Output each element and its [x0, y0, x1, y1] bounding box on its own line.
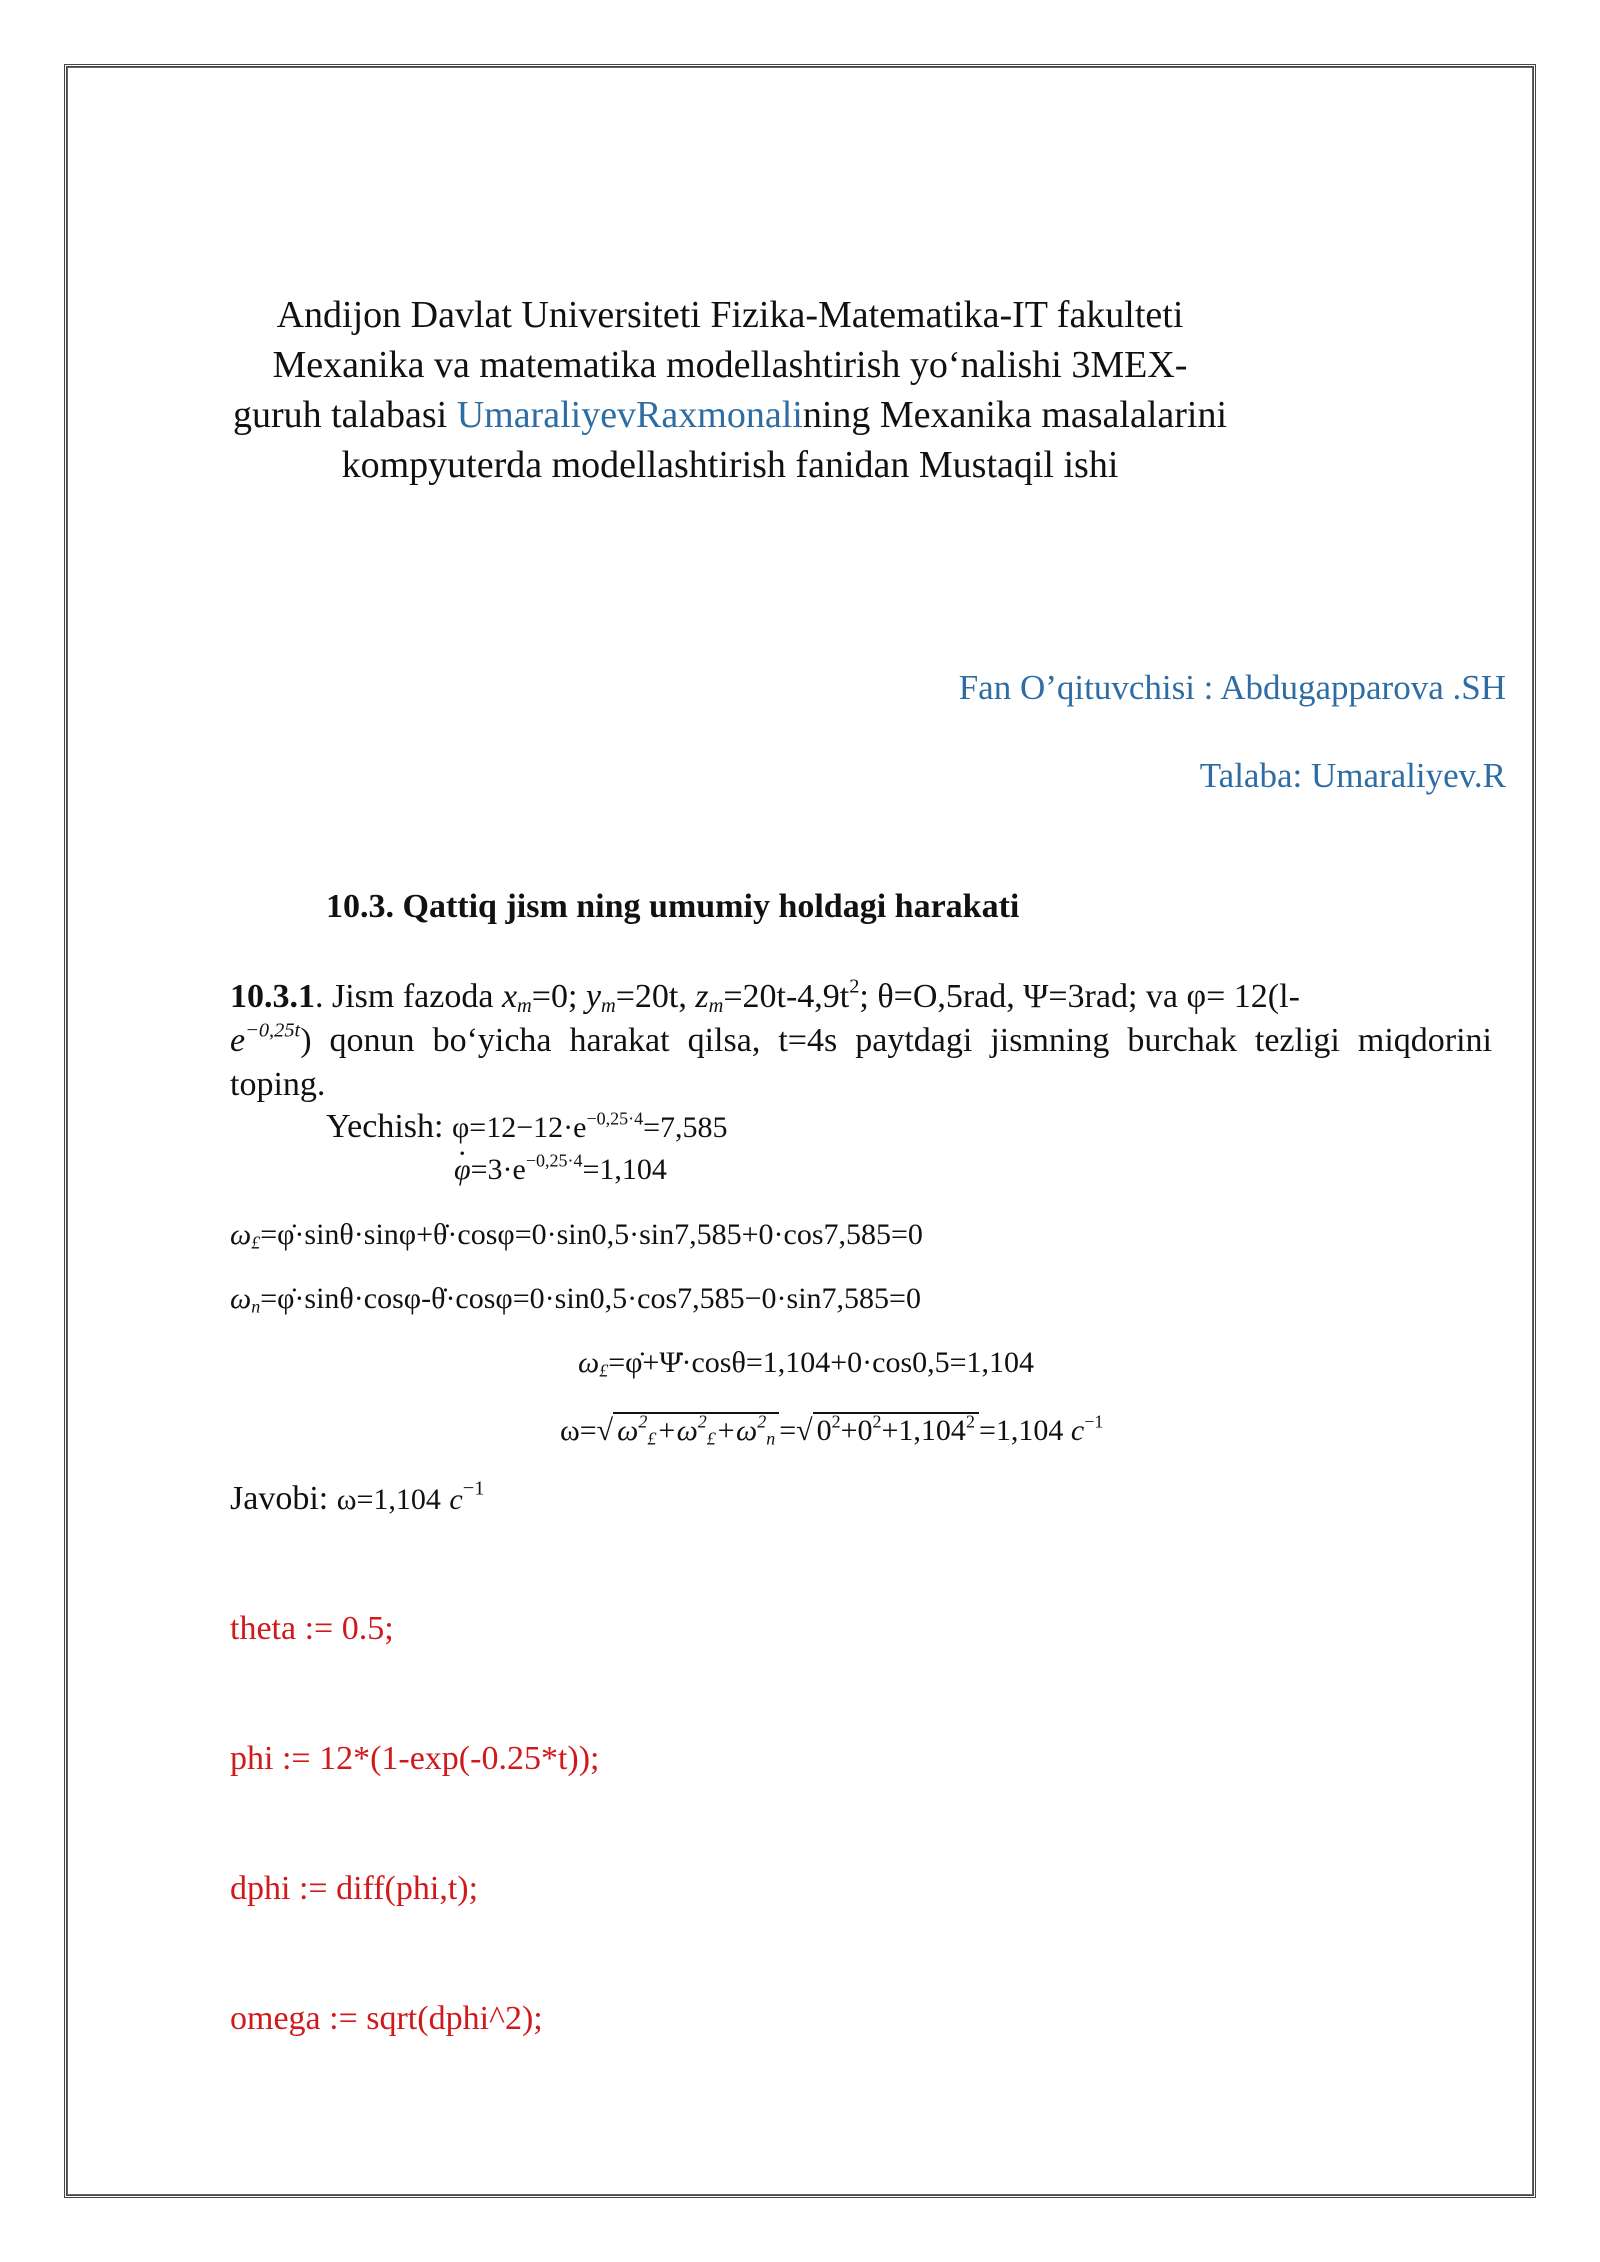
problem-text-a: . Jism fazoda [315, 978, 502, 1015]
title-part-1: Andijon Davlat Universiteti Fizika-Matematika-IT fakulteti Mexanika va matematika modellashtirish yo‘nalishi 3MEX-guruh talabasi [232, 294, 1188, 436]
eq3-body: =φ̇·sinθ·sinφ+θ̇·cosφ=0·sin0,5·sin7,585+0·cos7,585=0 [260, 1218, 923, 1251]
problem-exp-power: −0,25t [245, 1019, 301, 1042]
sqrt-sign-1: √ [596, 1414, 614, 1447]
ym-symbol: $y_m$ [585, 978, 616, 1018]
eq6-b: =1,104 [978, 1414, 1064, 1447]
problem-ym: =20t, [615, 978, 696, 1015]
problem-xm: =0; [531, 978, 586, 1015]
eq5-body: =φ̇+Ψ̇·cosθ=1,104+0·cos0,5=1,104 [608, 1346, 1035, 1379]
problem-statement [230, 975, 1492, 1107]
zm-symbol: $z_m$ [695, 978, 724, 1018]
eq6-exp: −1 [1084, 1411, 1104, 1432]
problem-number: 10.3.1 [230, 978, 315, 1015]
eq2-b: =1,104 [582, 1153, 667, 1186]
omega-xi-symbol: $\omega_£$ [230, 1218, 261, 1253]
code-line-phi: phi := 12*(1-exp(-0.25*t)); [230, 1740, 600, 1777]
sqrt-omega-components: $\omega^2_£+\omega^2_£+\omega^2_n$ [613, 1412, 779, 1447]
eq1-b: =7,585 [643, 1111, 728, 1144]
answer-label: Javobi: [230, 1480, 337, 1517]
section-heading: 10.3. Qattiq jism ning umumiy holdagi harakati [326, 888, 1020, 925]
eq6-a: ω= [560, 1414, 597, 1447]
solution-label: Yechish: [326, 1108, 444, 1145]
eq2-a: =3·e [470, 1153, 526, 1186]
answer-value: ω=1,104 [336, 1483, 441, 1516]
eq3 [230, 1218, 923, 1252]
xm-symbol: $x_m$ [501, 978, 532, 1018]
sqrt-values: $0^2+0^2+1,104^2$ [813, 1412, 979, 1447]
answer-exp: −1 [462, 1477, 485, 1500]
code-line-theta: theta := 0.5; [230, 1610, 394, 1647]
eq2-exp: −0,25·4 [525, 1150, 583, 1171]
sqrt-sign-2: √ [796, 1414, 813, 1447]
omega-zeta-symbol: $\omega_£$ [578, 1346, 609, 1381]
code-line-omega: omega := sqrt(dphi^2); [230, 2000, 543, 2037]
teacher-line: Fan O’qituvchisi : Abdugapparova .SH [958, 668, 1506, 707]
problem-text-b: ) qonun bo‘yicha harakat qilsa, t=4s paytdagi jismning burchak tezligi miqdorini toping. [230, 1022, 1492, 1103]
eq2 [454, 1150, 667, 1187]
eq1-a: φ=12−12·e [451, 1111, 587, 1144]
title-part-2: ning Mexanika masalalarini kompyuterda modellashtirish fanidan Mustaqil ishi [341, 394, 1228, 486]
answer-unit: c [449, 1483, 463, 1516]
phi-dot-symbol: φ · [454, 1153, 471, 1187]
eq5 [578, 1346, 1034, 1380]
solution-line-1 [326, 1108, 728, 1146]
problem-zm-exp: 2 [849, 975, 860, 998]
eq4 [230, 1282, 921, 1316]
document-title [230, 290, 1230, 490]
eq4-body: =φ̇·sinθ·cosφ-θ̇·cosφ=0·sin0,5·cos7,585−0·sin7,585=0 [260, 1282, 921, 1315]
problem-exp-base: e [230, 1022, 246, 1059]
code-line-dphi: dphi := diff(phi,t); [230, 1870, 479, 1907]
answer-line [230, 1477, 485, 1518]
eq6-unit: c [1070, 1414, 1085, 1447]
omega-n-symbol: $\omega_n$ [230, 1282, 261, 1317]
problem-zm: =20t-4,9t [723, 978, 850, 1015]
eq1-exp: −0,25·4 [586, 1108, 644, 1129]
problem-rest: ; θ=O,5rad, Ψ=3rad; va φ= 12(l- [859, 978, 1300, 1015]
eq6: ω=√ $\omega^2_£+\omega^2_£+\omega^2_n$ =√ $0^2+0^2+1,104^2 =1,104$ $c^{-1}$ [560, 1411, 1104, 1449]
title-student-name: UmaraliyevRaxmonali [456, 394, 803, 436]
eq1 [451, 1108, 728, 1144]
student-line: Talaba: Umaraliyev.R [1199, 756, 1506, 795]
